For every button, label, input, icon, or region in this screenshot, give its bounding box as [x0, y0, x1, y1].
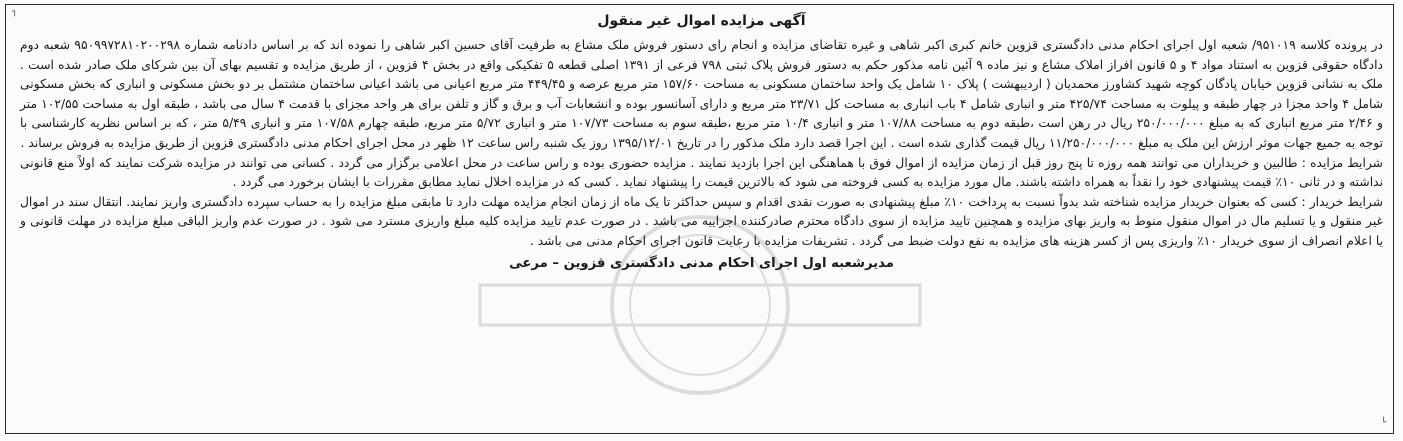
notice-body	[20, 36, 1383, 252]
notice-paragraph-auction-conditions: شرایط مزایده : طالبین و خریداران می توانند همه روزه تا پنج روز قبل از زمان مزایده از اموال فوق با هماهنگی این اجرا بازدید نمایند . مزایده حضوری بوده و راس ساعت در محل اعلامی برگزار می گردد . کسانی می توانند در مزایده شرکت نمایند که اولاً منع قانونی نداشته و در ثانی ۱۰٪ قیمت پیشنهادی خود را نقداً به همراه داشته باشند. مال مورد مزایده به کسی فروخته می شود که بالاترین قیمت را پیشنهاد نماید . کسی که در مزایده اخلال نماید مطابق مقررات با ایشان برخورد می گردد .	[20, 155, 1383, 190]
notice-paragraph-buyer-conditions: شرایط خریدار : کسی که بعنوان خریدار مزایده شناخته شد بدواً نسبت به پرداخت ۱۰٪ مبلغ پیشنهادی به صورت نقدی اقدام و سپس حداکثر تا یک ماه از زمان انجام مزایده مهلت دارد تا مابقی مبلغ مزایده را به حساب سپرده دادگستری واریز نمایند. انتقال سند در اموال غیر منقول و یا تسلیم مال در اموال منقول منوط به واریز بهای مزایده و همچنین تایید مزایده از سوی دادگاه محترم صادر‌کننده اجراییه می باشد . در صورت عدم تایید مزایده کلیه مبلغ واریزی مسترد می شود . در صورت عدم واریز الباقی مبلغ مزایده در مهلت قانونی و یا اعلام انصراف از سوی خریدار ۱۰٪ واریزی پس از کسر هزینه های مزایده به نفع دولت ضبط می گردد . تشریفات مزایده با رعایت قانون اجرای احکام مدنی می باشد .	[20, 194, 1383, 248]
notice-paragraph-case-details: در پرونده کلاسه ۹۵۱۰۱۹/ شعبه اول اجرای احکام مدنی دادگستری قزوین خانم کبری اکبر شاهی و غیره تقاضای مزایده و انجام رای دستور فروش ملک مشاع به طرفیت آقای حسین اکبر شاهی را نموده اند که بر اساس دادنامه شماره ۹۵۰۹۹۷۲۸۱۰۲۰۰۲۹۸ شعبه دوم دادگاه حقوقی قزوین به استناد مواد ۴ و ۵ قانون افراز املاک مشاع و نیز ماده ۹ آئین نامه مذکور حکم به دستور فروش پلاک ثبتی ۷۹۸ فرعی از ۱۳۹۱ اصلی قطعه ۵ تفکیکی واقع در بخش ۴ قزوین ، از طریق مزایده و تقسیم بهای آن بین شرکای ملک صادر شده است . ملک به نشانی قزوین خیابان پادگان کوچه شهید کشاورز محمدیان ( اردیبهشت ) پلاک ۱۰ شامل یک واحد ساختمان مسکونی به مساحت ۱۵۷/۶۰ متر مربع عرصه و ۴۴۹/۴۵ متر مربع اعیانی می باشد اعیانی ساختمان مشتمل بر دو بخش مسکونی و انباری که بخش مسکونی شامل ۴ واحد مجزا در چهار طبقه و پیلوت به مساحت ۴۲۵/۷۴ متر و انباری شامل ۴ باب انباری به مساحت کل ۲۳/۷۱ متر مربع و دارای آسانسور بوده و انشعابات آب و برق و گاز و تلفن برای هر واحد مجزای با قدمت ۴ سال می باشد ، طبقه اول به مساحت ۱۰۲/۵۵ متر و ۲/۴۶ متر مربع انباری که به مبلغ ۲۵۰/۰۰۰/۰۰۰ ریال در رهن است ،طبقه دوم به مساحت ۱۰۷/۸۸ متر و انباری ۱۰/۴ متر مربع ،طبقه سوم به مساحت ۱۰۷/۷۳ متر و انباری ۵/۷۲ متر مربع، طبقه چهارم ۱۰۷/۵۸ متر و انباری ۵/۴۹ متر ، که بر اساس نظریه کارشناسی با توجه به جمیع جهات موثر ارزش این ملک به مبلغ ۱۱/۲۵۰/۰۰۰/۰۰۰ ریال قیمت گذاری شده است . این اجرا قصد دارد ملک مذکور را در تاریخ ۱۳۹۵/۱۲/۰۱ روز یک شنبه راس ساعت ۱۲ ظهر در محل اجرای احکام مدنی دادگستری قزوین از طریق مزایده به فروش برساند .	[20, 38, 1384, 150]
auction-notice	[20, 10, 1383, 275]
notice-signature: مدیرشعبه اول اجرای احکام مدنی دادگستری قزوین – مرعی	[509, 255, 894, 271]
notice-title: آگهی مزایده اموال غیر منقول	[597, 13, 806, 29]
corner-mark-bottom-right: └	[1381, 418, 1387, 428]
corner-mark-top-left: ┐	[12, 7, 18, 17]
